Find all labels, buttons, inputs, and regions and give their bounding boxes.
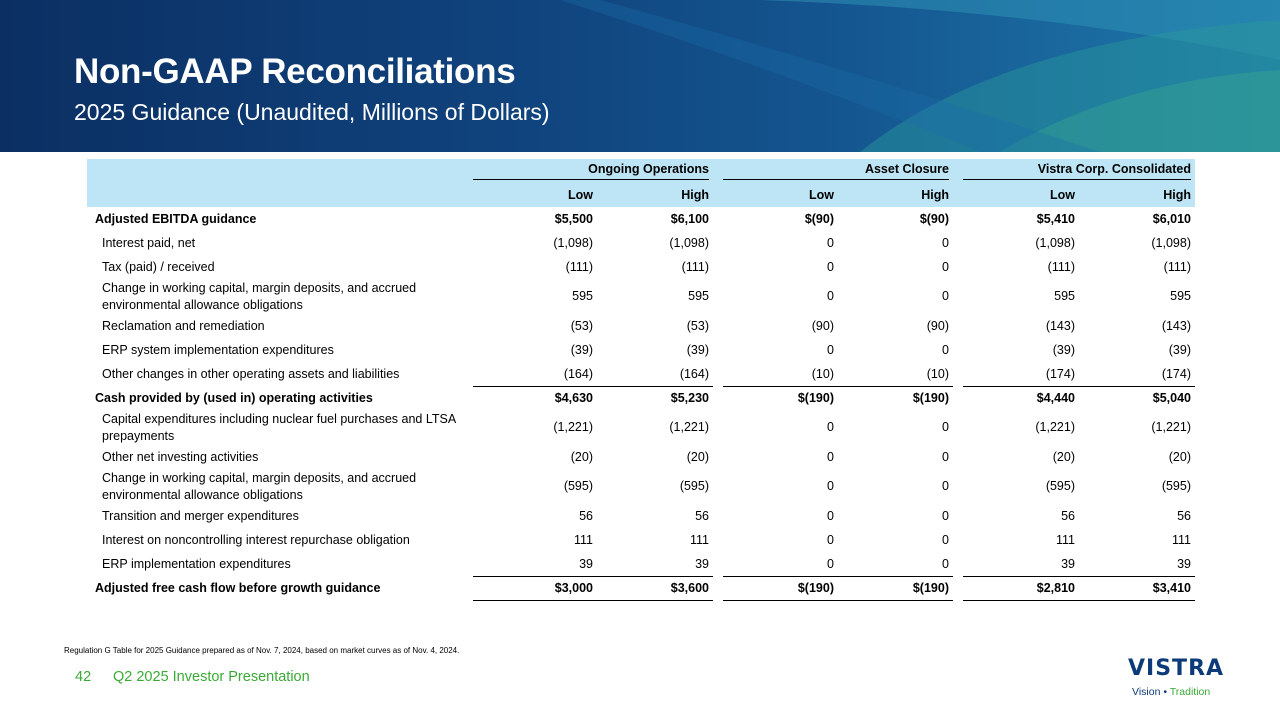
row-label-text: Other changes in other operating assets and liabilities [102,367,400,381]
table-cell: 0 [827,556,834,571]
row-label-text-continued: prepayments [102,428,175,443]
page-title: Non-GAAP Reconciliations [74,52,516,91]
table-cell: $6,100 [670,212,709,226]
row-label-text: Capital expenditures including nuclear fuel purchases and LTSA [102,411,457,426]
table-cell: (595) [679,479,709,493]
row-label [87,255,473,279]
table-cell: $5,410 [1036,212,1075,226]
table-cell: (143) [1045,319,1075,333]
row-label-text: Tax (paid) / received [102,260,215,274]
row-label-text: Other net investing activities [102,450,259,464]
table-cell: 595 [1054,289,1075,303]
table-cell: (1,221) [669,420,709,434]
table-cell: 56 [695,509,709,523]
table-column-header [87,183,1195,207]
table-row [87,362,1195,386]
table-cell: 0 [827,450,834,464]
table-cell: (90) [926,319,949,333]
table-cell: (39) [1052,343,1075,357]
table-cell: 0 [827,420,834,434]
table-cell: (20) [1168,450,1191,464]
table-row [87,207,1195,231]
logo-tagline [1132,686,1210,698]
group-header-ongoing: Ongoing Operations [473,162,709,180]
row-label-text: ERP implementation expenditures [102,557,291,571]
table-cell: $4,440 [963,386,1079,410]
row-label-text: Adjusted free cash flow before growth guidance [95,581,381,595]
table-cell: 0 [942,236,949,250]
table-cell: (39) [570,343,593,357]
row-label [87,231,473,255]
table-cell: 0 [827,533,834,547]
table-cell: $3,000 [473,576,597,600]
table-cell: (111) [565,260,593,274]
row-label-text: Interest paid, net [102,236,196,250]
table-cell: $(190) [723,386,838,410]
table-cell: (1,221) [553,420,593,434]
column-header-high: High [597,183,713,207]
group-header-asset-closure: Asset Closure [723,162,949,180]
table-cell: (10) [811,366,834,381]
table-cell: (1,098) [1151,236,1191,250]
row-label [87,386,473,410]
row-label-text-continued: environmental allowance obligations [102,297,303,312]
table-cell: $(90) [804,212,834,226]
table-cell: 0 [942,420,949,434]
table-cell: (111) [681,260,709,274]
table-cell: (595) [1161,479,1191,493]
row-label-text: Reclamation and remediation [102,319,265,333]
column-header-high: High [838,183,953,207]
table-cell: 0 [942,450,949,464]
table-cell: (1,098) [669,236,709,250]
table-cell: (53) [686,319,709,333]
table-cell: 0 [942,533,949,547]
table-cell: 39 [1177,556,1191,571]
table-group-header [87,159,1195,183]
row-label-text: Interest on noncontrolling interest repurchase obligation [102,533,410,547]
table-cell: 0 [942,479,949,493]
row-label [87,576,473,600]
table-cell: (20) [570,450,593,464]
table-cell: 111 [1055,533,1075,547]
table-cell: $3,410 [1079,576,1195,600]
row-label-text-continued: environmental allowance obligations [102,487,303,502]
table-row [87,255,1195,279]
table-cell: 0 [827,479,834,493]
tagline-tradition: Tradition [1169,686,1211,698]
table-cell: $(90) [919,212,949,226]
row-label [87,528,473,552]
row-label [87,504,473,528]
table-row [87,410,1195,445]
table-cell: 56 [1061,509,1075,523]
table-cell: (1,098) [1035,236,1075,250]
table-row [87,338,1195,362]
tagline-separator: • [1163,686,1168,698]
table-cell: (53) [570,319,593,333]
table-cell: 56 [579,509,593,523]
table-cell: (1,221) [1151,420,1191,434]
table-row [87,445,1195,469]
row-label [87,314,473,338]
row-label [87,207,473,231]
table-cell: 0 [942,260,949,274]
row-label-text: Change in working capital, margin deposits, and accrued [102,280,417,295]
vistra-logo: VISTRA [1128,656,1225,681]
table-cell: 595 [1170,289,1191,303]
table-cell: 56 [1177,509,1191,523]
row-label [87,445,473,469]
table-cell: (20) [1052,450,1075,464]
footer-title: Q2 2025 Investor Presentation [113,669,310,685]
column-header-low: Low [963,183,1079,207]
table-cell: (174) [1045,366,1075,381]
table-cell: 0 [942,289,949,303]
table-cell: $3,600 [597,576,713,600]
table-row [87,504,1195,528]
table-cell: 0 [827,289,834,303]
row-label [87,279,473,314]
row-label [87,338,473,362]
row-label-text: ERP system implementation expenditures [102,343,334,357]
row-label-text: Adjusted EBITDA guidance [95,212,257,226]
page-number: 42 [75,669,92,685]
table-cell: (111) [1047,260,1075,274]
table-row [87,314,1195,338]
table-cell: (1,098) [553,236,593,250]
row-label [87,362,473,386]
table-cell: (164) [563,366,593,381]
column-header-low: Low [473,183,597,207]
row-label [87,410,473,445]
row-label-text: Transition and merger expenditures [102,509,299,523]
table-cell: 39 [579,556,593,571]
table-cell: $6,010 [1152,212,1191,226]
table-cell: 39 [1061,556,1075,571]
row-label [87,469,473,504]
table-cell: 0 [827,236,834,250]
row-label [87,552,473,576]
footnote: Regulation G Table for 2025 Guidance prepared as of Nov. 7, 2024, based on market curves as of Nov. 4, 2024. [64,646,460,655]
table-cell: 0 [827,509,834,523]
table-cell: (20) [686,450,709,464]
table-cell: (164) [679,366,709,381]
table-cell: 0 [942,343,949,357]
table-cell: 595 [572,289,593,303]
table-cell: $(190) [838,576,953,600]
row-label-text: Change in working capital, margin deposits, and accrued [102,470,417,485]
table-cell: 111 [573,533,593,547]
table-cell: (39) [1168,343,1191,357]
table-cell: 0 [942,509,949,523]
table-row [87,576,1195,600]
table-cell: (143) [1161,319,1191,333]
table-row [87,528,1195,552]
group-header-consolidated: Vistra Corp. Consolidated [963,162,1191,180]
table-cell: 111 [1171,533,1191,547]
row-label-text: Cash provided by (used in) operating activities [95,391,373,405]
table-cell: $5,500 [554,212,593,226]
table-cell: 595 [688,289,709,303]
table-row [87,469,1195,504]
table-cell: (10) [926,366,949,381]
table-cell: 0 [827,260,834,274]
column-header-low: Low [723,183,838,207]
table-cell: 111 [689,533,709,547]
table-cell: (595) [563,479,593,493]
table-cell: $4,630 [473,386,597,410]
table-cell: $5,230 [597,386,713,410]
table-cell: (1,221) [1035,420,1075,434]
table-cell: 0 [827,343,834,357]
column-header-high: High [1079,183,1195,207]
table-cell: $(190) [723,576,838,600]
table-cell: (595) [1045,479,1075,493]
table-row [87,552,1195,576]
table-row [87,279,1195,314]
table-cell: (39) [686,343,709,357]
table-cell: $5,040 [1079,386,1195,410]
table-cell: (174) [1161,366,1191,381]
table-cell: 39 [695,556,709,571]
reconciliation-table [87,159,1195,601]
table-cell: 0 [942,556,949,571]
tagline-vision: Vision [1132,686,1161,698]
slide-header [0,0,1280,152]
table-cell: (90) [811,319,834,333]
table-row [87,386,1195,410]
table-cell: $(190) [838,386,953,410]
table-row [87,231,1195,255]
table-cell: $2,810 [963,576,1079,600]
table-cell: (111) [1163,260,1191,274]
table-body [87,207,1195,600]
page-subtitle: 2025 Guidance (Unaudited, Millions of Dollars) [74,99,550,125]
